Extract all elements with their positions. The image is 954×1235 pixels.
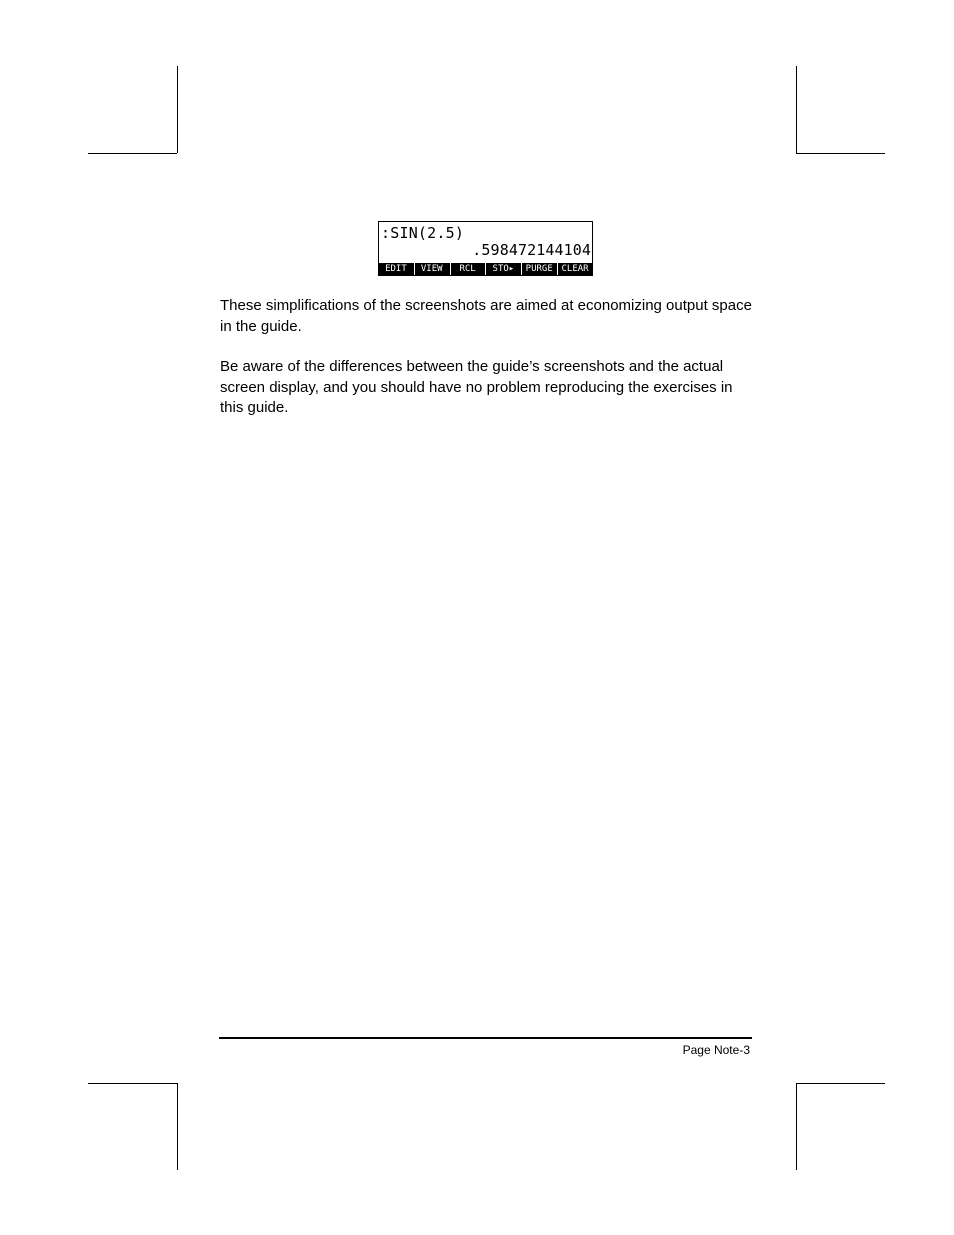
body-paragraph-1: These simplifications of the screenshots are aimed at economizing output space in the guide. — [220, 297, 752, 335]
page-number: Page Note-3 — [682, 1043, 750, 1057]
calculator-screenshot — [378, 221, 593, 276]
crop-mark-bottom-left-horizontal — [88, 1083, 177, 1084]
softkey-purge: PURGE — [521, 263, 556, 275]
softkey-rcl: RCL — [450, 263, 485, 275]
softkey-edit: EDIT — [379, 263, 413, 275]
body-paragraph-2: Be aware of the differences between the guide’s screenshots and the actual screen display, and you should have no problem reproducing the exercises in this guide. — [220, 358, 733, 416]
crop-mark-bottom-left-vertical — [177, 1083, 178, 1170]
calculator-input-line: :SIN(2.5) — [381, 224, 465, 242]
softkey-clear: CLEAR — [557, 263, 592, 275]
softkey-menu — [379, 263, 592, 275]
crop-mark-top-right-horizontal — [796, 153, 885, 154]
softkey-sto: STO▸ — [485, 263, 520, 275]
calculator-result-line: .598472144104 — [472, 241, 591, 259]
crop-mark-top-right-vertical — [796, 66, 797, 153]
crop-mark-top-left-vertical — [177, 66, 178, 153]
footer-rule — [219, 1037, 752, 1039]
crop-mark-top-left-horizontal — [88, 153, 177, 154]
softkey-view: VIEW — [414, 263, 449, 275]
crop-mark-bottom-right-horizontal — [796, 1083, 885, 1084]
crop-mark-bottom-right-vertical — [796, 1083, 797, 1170]
